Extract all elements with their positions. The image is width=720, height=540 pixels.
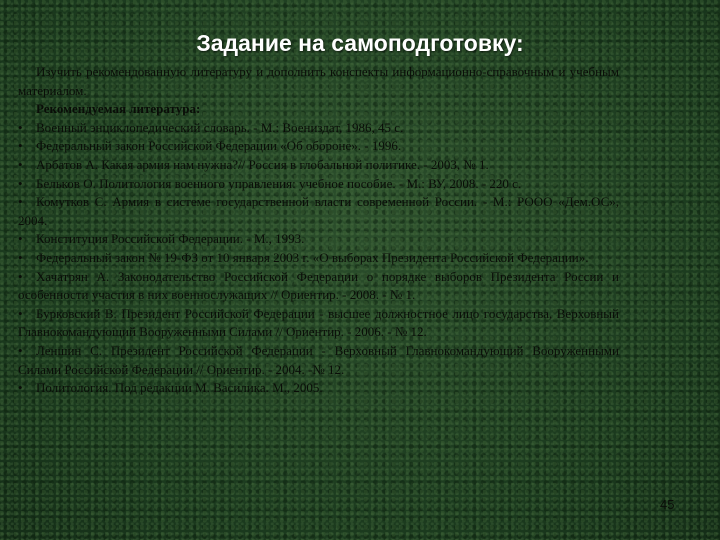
bullet-marker: •: [18, 249, 23, 265]
literature-item-text: Бельков О. Политология военного управления: учебное пособие. - М.: ВУ, 2008. - 220 с.: [36, 175, 522, 191]
page-number: 45: [660, 497, 675, 512]
bullet-marker: •: [18, 156, 23, 172]
literature-item-text: Комутков С. Армия в системе государственной власти современной России. - М.: РООО «Дем.ОС», 2004.: [18, 194, 619, 228]
literature-list: [18, 119, 619, 398]
bullet-marker: •: [18, 342, 23, 358]
bullet-marker: •: [18, 268, 23, 284]
literature-item: [18, 137, 619, 156]
literature-item: [18, 175, 619, 194]
literature-item-text: Конституция Российской Федерации. - М., 1993.: [36, 231, 305, 247]
literature-item: [18, 119, 619, 138]
literature-item-text: Военный энциклопедический словарь. - М.: Воениздат, 1986, 45 с.: [36, 119, 404, 135]
bullet-marker: •: [18, 231, 23, 247]
literature-item: [18, 268, 619, 305]
bullet-marker: •: [18, 194, 23, 210]
literature-item: [18, 305, 619, 342]
literature-item: [18, 156, 619, 175]
bullet-marker: •: [18, 305, 23, 321]
bullet-marker: •: [18, 380, 23, 396]
literature-heading: Рекомендуемая литература:: [36, 101, 201, 117]
literature-item: [18, 379, 619, 398]
bullet-marker: •: [18, 138, 23, 154]
literature-item-text: Бурковский В. Президент Российской Федерации - высшее должностное лицо государства, Верховный Главнокомандующий Вооруженными Силами // Ориентир. - 2006. - № 12.: [18, 305, 619, 340]
literature-item-text: Федеральный закон № 19-ФЗ от 10 января 2003 г. «О выборах Президента Российской Федерации».: [36, 249, 589, 265]
literature-item-text: Арбатов А. Какая армия нам нужна?// Россия в глобальной политике. - 2003, № 1.: [36, 156, 489, 172]
literature-item: [18, 193, 619, 230]
slide-content: [18, 63, 619, 398]
slide-title: Задание на самоподготовку:: [196, 30, 524, 56]
bullet-marker: •: [18, 119, 23, 135]
literature-item-text: Хачатрян А. Законодательство Российской Федерации о порядке выборов Президента России и особенности участия в них военнослужащих // Ориентир. - 2008. - № 1.: [18, 268, 619, 303]
literature-item: [18, 342, 619, 379]
literature-item-text: Леншин С. Президент Российской Федерации - Верховный Главнокомандующий Вооруженными Силами Российской Федерации // Ориентир. - 2004. -№ 12.: [18, 342, 619, 377]
intro-text: Изучить рекомендованную литературу и дополнить конспекты информационно-справочным и учебным материалом.: [18, 64, 619, 98]
literature-item: [18, 249, 619, 268]
bullet-marker: •: [18, 175, 23, 191]
literature-item: [18, 230, 619, 249]
literature-item-text: Федеральный закон Российской Федерации «Об обороне». - 1996.: [36, 138, 402, 154]
literature-item-text: Политология. Под редакции М. Василика. М., 2005.: [36, 380, 323, 396]
